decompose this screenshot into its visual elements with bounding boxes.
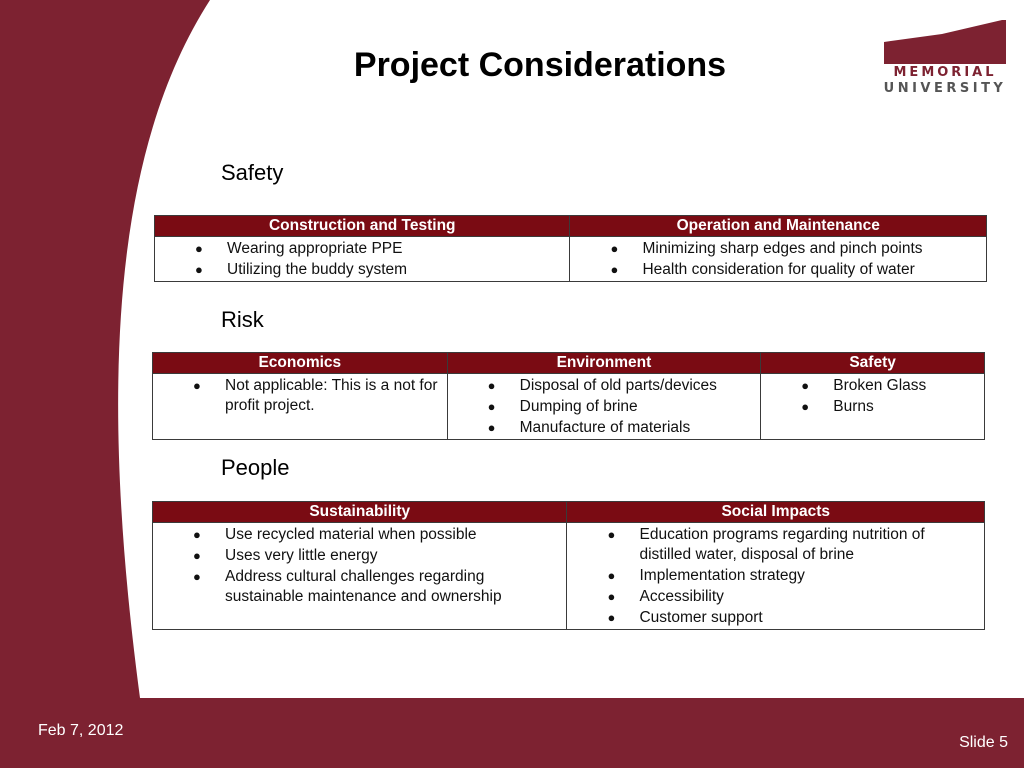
risk-table [152,352,985,440]
list-item: ● Uses very little energy [193,547,378,564]
section-label-safety: Safety [221,160,284,185]
list-item: ● Minimizing sharp edges and pinch points [610,240,923,257]
people-table [152,501,985,630]
list-item: ● Accessibility [607,588,724,605]
list-item: ● Manufacture of materials [487,419,691,436]
logo-line-1: MEMORIAL [893,65,997,80]
table-cell [153,523,567,630]
table-header: Safety [761,353,985,374]
table-header: Economics [153,353,448,374]
list-item: ● Health consideration for quality of water [610,261,915,278]
list-item: ● Burns [801,398,874,415]
table-cell [567,523,985,630]
table-header: Operation and Maintenance [570,216,987,237]
section-label-people: People [221,455,290,480]
slide-title: Project Considerations [353,46,727,84]
list-item: ● Broken Glass [801,377,927,394]
slide-number: Slide 5 [959,734,1008,751]
memorial-university-logo [882,20,1008,102]
safety-table [154,215,987,282]
logo-emblem-icon [882,20,1008,65]
table-cell [447,374,761,440]
list-item: ● Wearing appropriate PPE [195,240,403,257]
list-item: ● Education programs regarding nutrition of distilled water, disposal of brine [607,526,925,563]
list-item: ● Use recycled material when possible [193,526,477,543]
list-item: ● Not applicable: This is a not for profit project. [193,377,438,414]
table-header: Sustainability [153,502,567,523]
footer-date: Feb 7, 2012 [38,722,124,739]
list-item: ● Dumping of brine [487,398,638,415]
section-label-risk: Risk [221,307,264,332]
list-item: ● Disposal of old parts/devices [487,377,717,394]
table-header: Environment [447,353,761,374]
list-item: ● Utilizing the buddy system [195,261,408,278]
list-item: ● Implementation strategy [607,567,805,584]
table-header: Construction and Testing [155,216,570,237]
table-cell [153,374,448,440]
table-cell [761,374,985,440]
table-cell [155,237,570,282]
table-header: Social Impacts [567,502,985,523]
list-item: ● Customer support [607,609,763,626]
logo-line-2: UNIVERSITY [883,81,1007,96]
table-cell [570,237,987,282]
list-item: ● Address cultural challenges regarding sustainable maintenance and ownership [193,568,502,605]
